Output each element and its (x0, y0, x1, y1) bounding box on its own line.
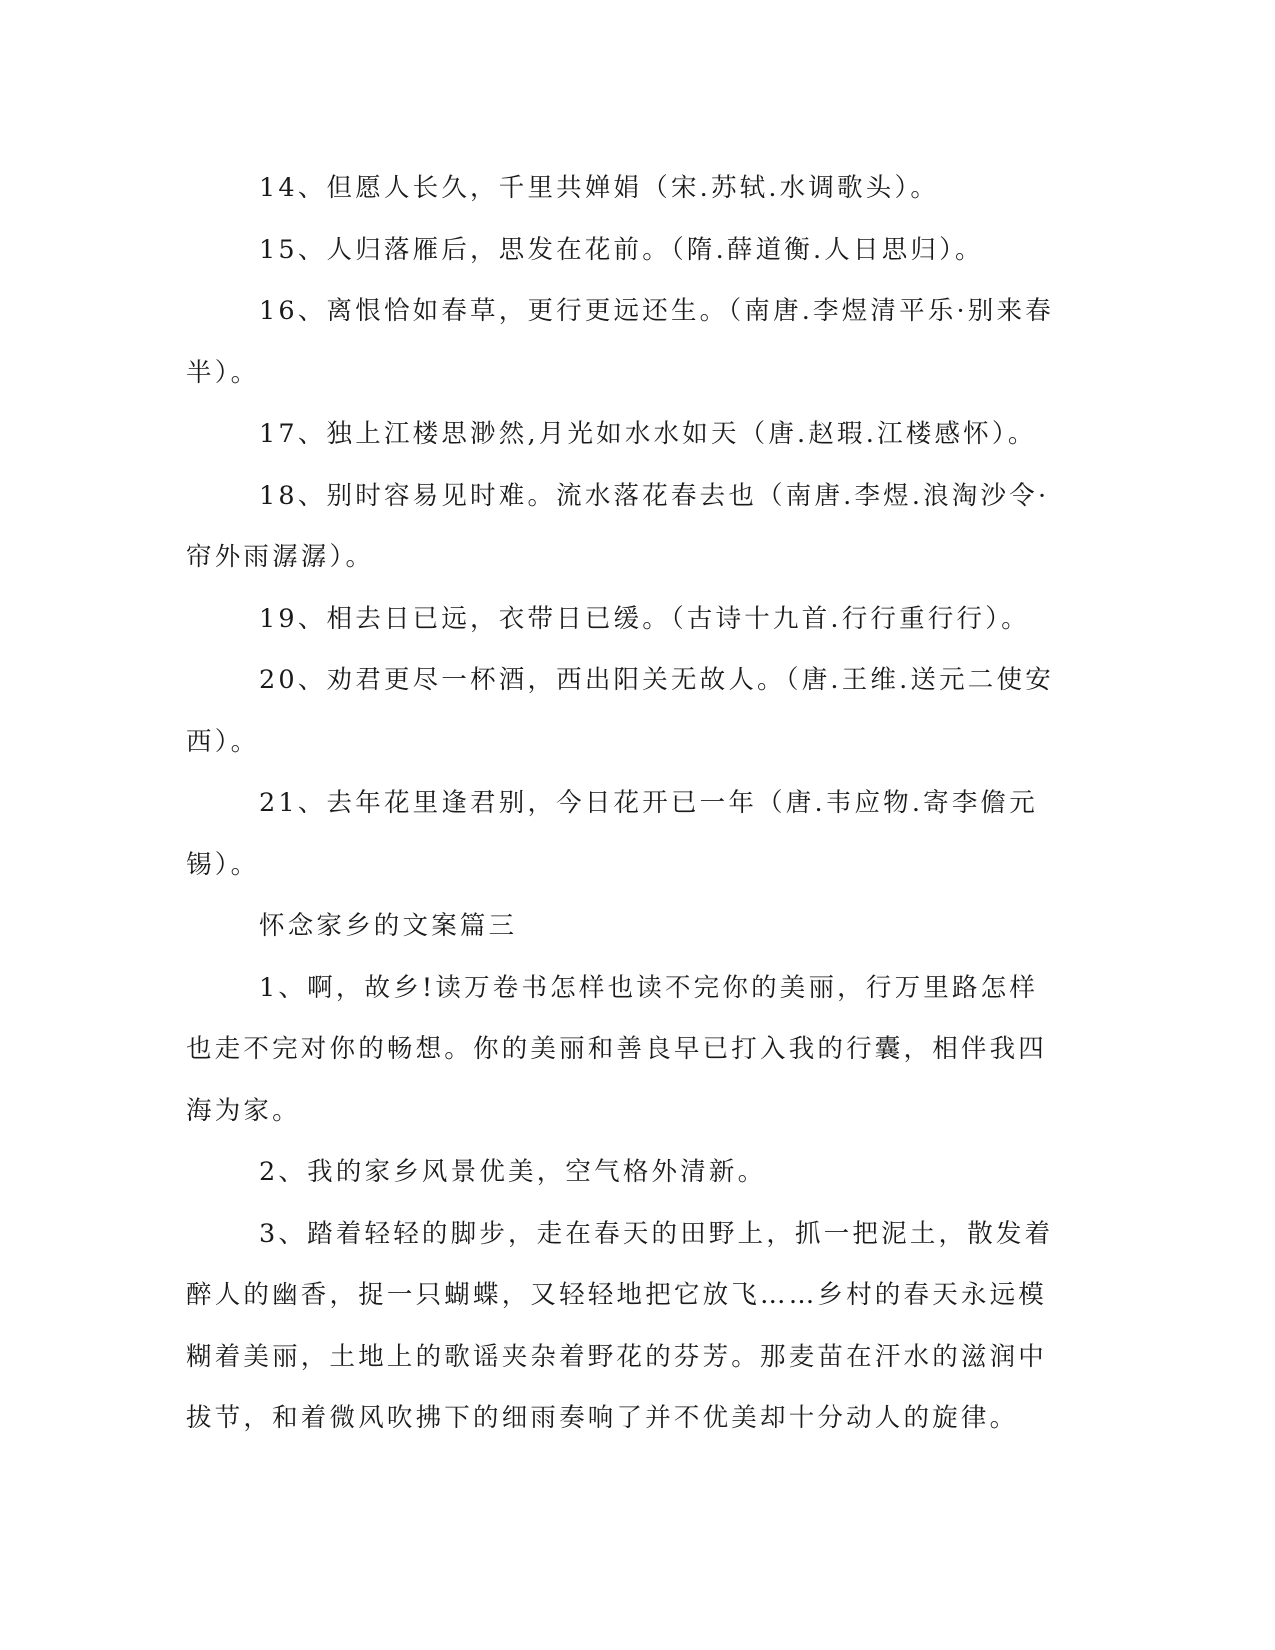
document-body (186, 158, 1066, 1450)
list-item: 3、踏着轻轻的脚步，走在春天的田野上，抓一把泥土，散发着醉人的幽香，捉一只蝴蝶，又轻轻地把它放飞……乡村的春天永远模糊着美丽，土地上的歌谣夹杂着野花的芬芳。那麦苗在汗水的滋润中拔节，和着微风吹拂下的细雨奏响了并不优美却十分动人的旋律。 (186, 1218, 1054, 1433)
list-item: 16、离恨恰如春草，更行更远还生。（南唐.李煜清平乐·别来春半）。 (186, 296, 1054, 388)
list-item: 21、去年花里逢君别，今日花开已一年（唐.韦应物.寄李儋元锡）。 (186, 788, 1038, 880)
list-item: 15、人归落雁后，思发在花前。（隋.薛道衡.人日思归）。 (259, 234, 984, 265)
list-item: 19、相去日已远，衣带日已缓。（古诗十九首.行行重行行）。 (259, 603, 1030, 634)
list-item: 18、别时容易见时难。流水落花春去也（南唐.李煜.浪淘沙令·帘外雨潺潺）。 (186, 480, 1050, 572)
list-item: 17、独上江楼思渺然,月光如水水如天（唐.赵瑕.江楼感怀）。 (259, 419, 1037, 449)
list-item: 14、但愿人长久，千里共婵娟（宋.苏轼.水调歌头）。 (259, 173, 940, 203)
list-item: 1、啊，故乡!读万卷书怎样也读不完你的美丽，行万里路怎样也走不完对你的畅想。你的美丽和善良早已打入我的行囊，相伴我四海为家。 (186, 972, 1048, 1126)
section-heading: 怀念家乡的文案篇三 (259, 911, 518, 941)
list-item: 20、劝君更尽一杯酒，西出阳关无故人。（唐.王维.送元二使安西）。 (186, 665, 1054, 757)
list-item: 2、我的家乡风景优美，空气格外清新。 (259, 1157, 767, 1187)
